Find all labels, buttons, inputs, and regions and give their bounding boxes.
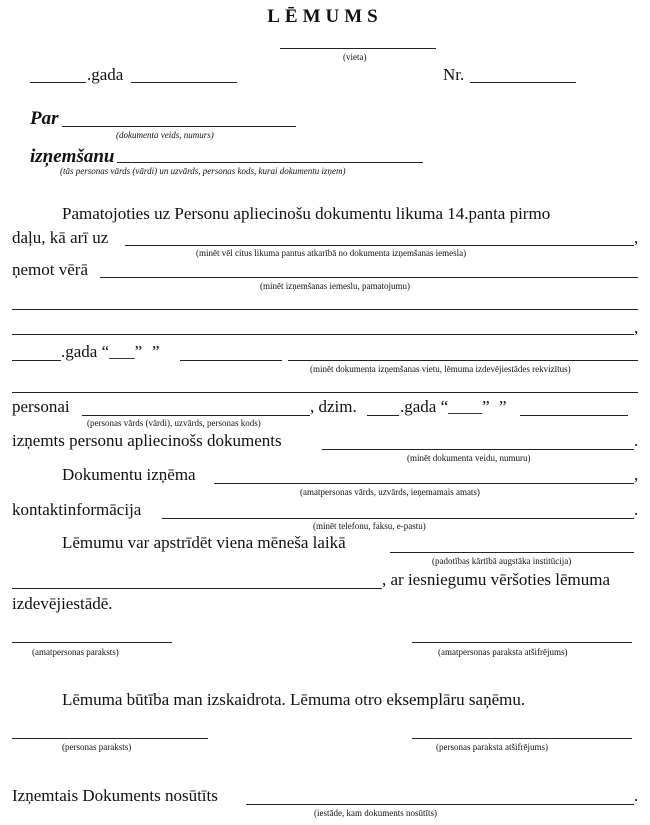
- birth-date-line[interactable]: [520, 415, 628, 416]
- explained-text: Lēmuma būtība man izskaidrota. Lēmuma otro eksemplāru saņēmu.: [62, 690, 526, 709]
- taken-doc-label: izņemts personu apliecinošs dokuments: [12, 431, 282, 450]
- person-caption: (tās personas vārds (vārdi) un uzvārds, personas kods, kurai dokumentu izņem): [60, 166, 346, 176]
- nemot-label: ņemot vērā: [12, 260, 88, 279]
- person-signature-caption: (personas paraksts): [62, 742, 132, 752]
- number-line[interactable]: [470, 82, 576, 83]
- comma-1: ,: [634, 228, 639, 247]
- sent-line[interactable]: [246, 804, 634, 805]
- location-caption: (minēt dokumenta izņemšanas vietu, lēmuma izdevējiestādes rekvizītus): [310, 364, 571, 374]
- other-articles-line[interactable]: [125, 245, 634, 246]
- year-line-2[interactable]: [12, 360, 61, 361]
- contact-caption: (minēt telefonu, faksu, e-pastu): [313, 521, 426, 531]
- doc-caption: (dokumenta veids, numurs): [116, 130, 214, 140]
- period-3: .: [634, 786, 639, 805]
- official-line[interactable]: [214, 483, 634, 484]
- reason-line-2[interactable]: [12, 309, 638, 310]
- date-label: .gada: [87, 65, 124, 84]
- date-line[interactable]: [131, 82, 237, 83]
- official-signature-caption: (amatpersonas paraksts): [32, 647, 119, 657]
- quote-close-2: ”: [499, 397, 507, 416]
- dzim-label: , dzim.: [310, 397, 357, 416]
- institution-line[interactable]: [390, 552, 634, 553]
- contact-line[interactable]: [162, 518, 634, 519]
- period-1: .: [634, 431, 639, 450]
- reason-line[interactable]: [100, 277, 638, 278]
- para1-line1: Pamatojoties uz Personu apliecinošu dokumentu likuma 14.panta pirmo: [62, 204, 551, 223]
- person-name-caption: (personas vārds (vārdi), uzvārds, personas kods): [87, 418, 261, 428]
- person-signature-decoding-caption: (personas paraksta atšifrējums): [436, 742, 548, 752]
- appeal-line3: izdevējiestādē.: [12, 594, 113, 613]
- page-title: LĒMUMS: [267, 6, 383, 27]
- person-name-line[interactable]: [82, 415, 310, 416]
- personai-label: personai: [12, 397, 70, 416]
- place-caption: (vieta): [343, 52, 367, 62]
- birth-year-line[interactable]: [367, 415, 399, 416]
- iznemsanu-label: izņemšanu: [30, 146, 115, 167]
- place-line[interactable]: [280, 48, 436, 49]
- official-signature-decoding-line[interactable]: [412, 642, 632, 643]
- location-line[interactable]: [288, 360, 638, 361]
- doc-type-line[interactable]: [322, 449, 634, 450]
- date2-label: .gada “___”: [61, 342, 143, 361]
- para1-line2: daļu, kā arī uz: [12, 228, 109, 247]
- comma-3: ,: [634, 465, 639, 484]
- appeal-line2: , ar iesniegumu vēršoties lēmuma: [382, 570, 611, 589]
- month-line[interactable]: [180, 360, 282, 361]
- dzim-date-label: .gada “____”: [400, 397, 490, 416]
- taken-by-label: Dokumentu izņēma: [62, 465, 196, 484]
- person-signature-decoding-line[interactable]: [412, 738, 632, 739]
- appeal-institution-caption: (padotības kārtībā augstāka institūcija): [432, 556, 572, 566]
- comma-2: ,: [634, 318, 639, 337]
- period-2: .: [634, 500, 639, 519]
- appeal-line1: Lēmumu var apstrīdēt viena mēneša laikā: [62, 533, 346, 552]
- par-label: Par: [30, 108, 59, 129]
- official-caption: (amatpersonas vārds, uzvārds, ieņemamais amats): [300, 487, 480, 497]
- reason-caption: (minēt izņemšanas iemeslu, pamatojumu): [260, 281, 410, 291]
- location-line-2[interactable]: [12, 392, 638, 393]
- document-type-line[interactable]: [62, 126, 296, 127]
- year-line[interactable]: [30, 82, 86, 83]
- sent-label: Izņemtais Dokuments nosūtīts: [12, 786, 218, 805]
- institution-line-2[interactable]: [12, 588, 382, 589]
- other-articles-caption: (minēt vēl citus likuma pantus atkarībā no dokumenta izņemšanas iemesla): [196, 248, 467, 258]
- doc-type-caption: (minēt dokumenta veidu, numuru): [407, 453, 531, 463]
- reason-line-3[interactable]: [12, 334, 634, 335]
- official-signature-decoding-caption: (amatpersonas paraksta atšifrējums): [438, 647, 568, 657]
- contact-label: kontaktinformācija: [12, 500, 142, 519]
- person-signature-line[interactable]: [12, 738, 208, 739]
- official-signature-line[interactable]: [12, 642, 172, 643]
- person-line[interactable]: [117, 162, 423, 163]
- sent-caption: (iestāde, kam dokuments nosūtīts): [314, 808, 437, 818]
- number-label: Nr.: [443, 65, 465, 84]
- quote-close: ”: [152, 342, 160, 361]
